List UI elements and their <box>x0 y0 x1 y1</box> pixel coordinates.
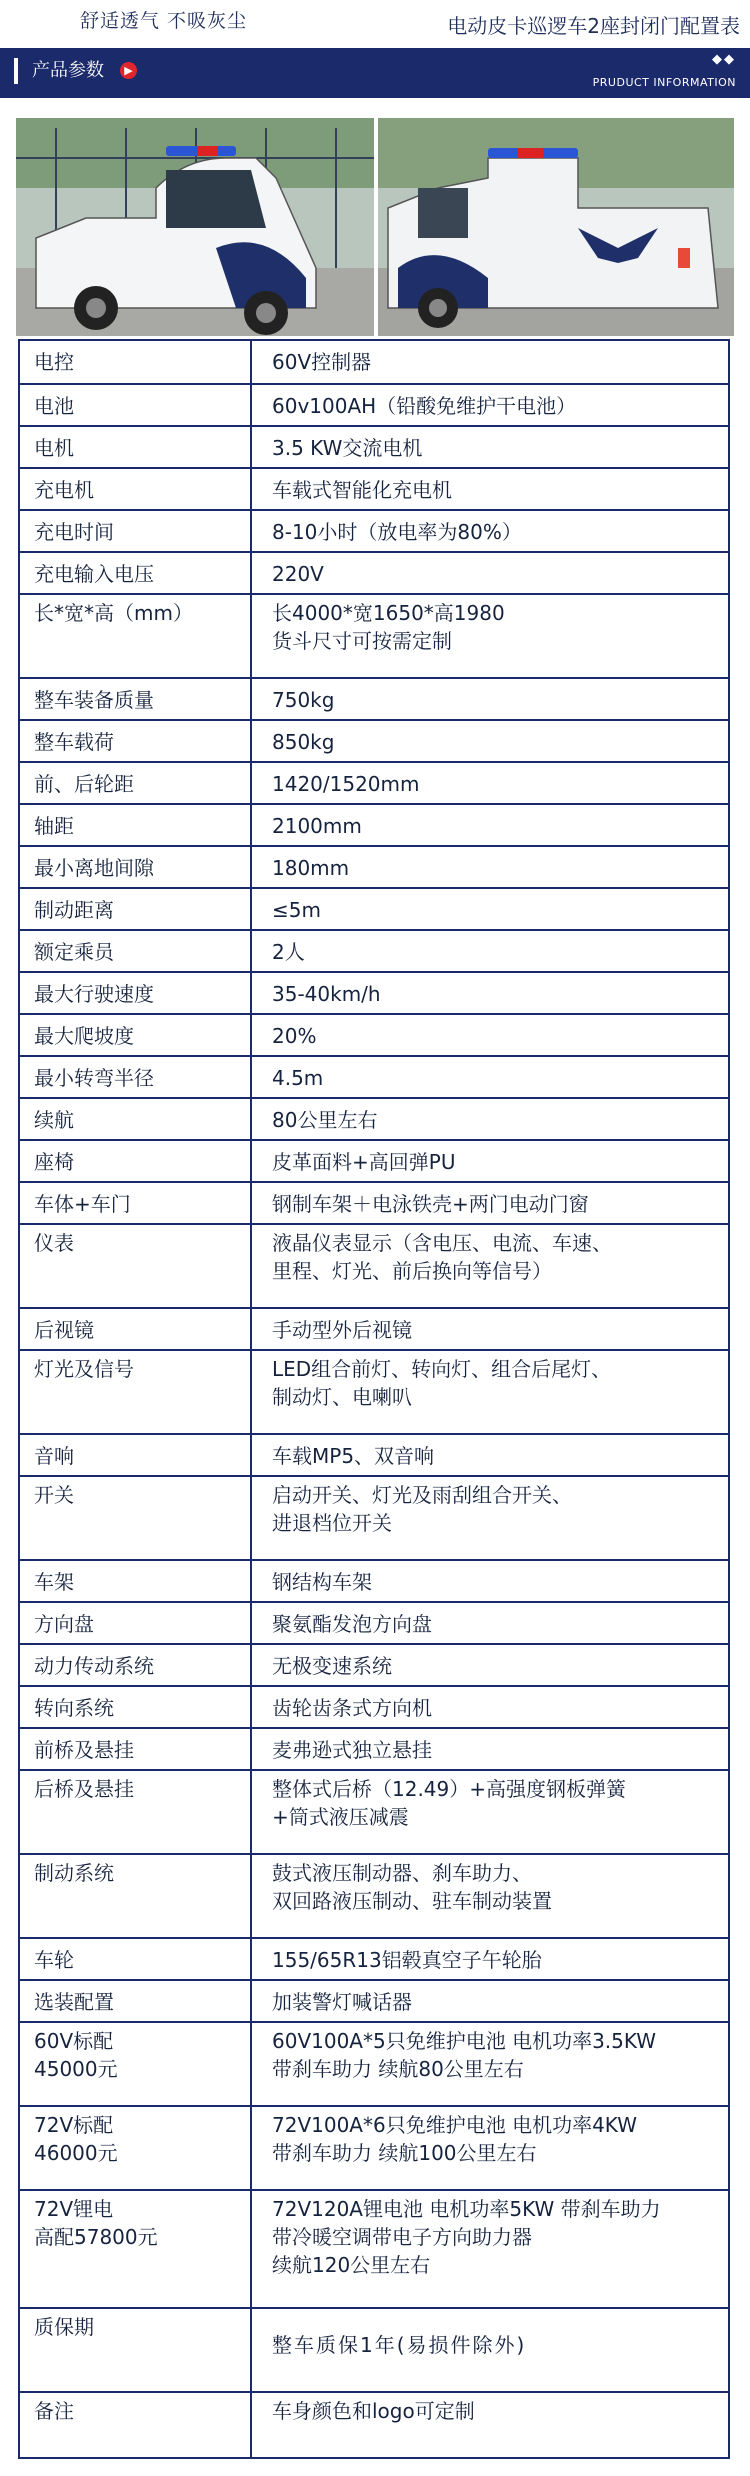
banner-subtitle: PRUDUCT INFORMATION <box>592 76 736 89</box>
diamond-icons: ◆◆ <box>712 52 736 67</box>
table-row <box>19 2308 729 2392</box>
table-row <box>19 2022 729 2106</box>
banner-title: 产品参数 <box>32 60 104 81</box>
spec-value: 72V100A*6只免维护电池 电机功率4KW 带刹车助力 续航100公里左右 <box>251 2106 729 2190</box>
table-row <box>19 1014 729 1056</box>
table-row <box>19 972 729 1014</box>
spec-value: 60V100A*5只免维护电池 电机功率3.5KW 带刹车助力 续航80公里左右 <box>251 2022 729 2106</box>
spec-label: 动力传动系统 <box>19 1644 251 1686</box>
spec-value: 无极变速系统 <box>251 1644 729 1686</box>
section-banner <box>0 48 750 98</box>
table-row <box>19 384 729 426</box>
product-photos <box>16 118 734 336</box>
spec-value: 3.5 KW交流电机 <box>251 426 729 468</box>
spec-value: 750kg <box>251 678 729 720</box>
spec-value: 加装警灯喊话器 <box>251 1980 729 2022</box>
spec-value: 长4000*宽1650*高1980 货斗尺寸可按需定制 <box>251 594 729 678</box>
spec-value: 60V控制器 <box>251 340 729 384</box>
top-strip <box>0 0 750 44</box>
spec-value: 聚氨酯发泡方向盘 <box>251 1602 729 1644</box>
spec-label: 电池 <box>19 384 251 426</box>
spec-label: 前、后轮距 <box>19 762 251 804</box>
spec-label: 后桥及悬挂 <box>19 1770 251 1854</box>
spec-value: 60v100AH（铅酸免维护干电池） <box>251 384 729 426</box>
table-row <box>19 1854 729 1938</box>
spec-label: 音响 <box>19 1434 251 1476</box>
table-row <box>19 510 729 552</box>
spec-label: 质保期 <box>19 2308 251 2392</box>
table-row <box>19 1938 729 1980</box>
spec-value: 钢结构车架 <box>251 1560 729 1602</box>
table-row <box>19 1602 729 1644</box>
table-row <box>19 1686 729 1728</box>
spec-value: 启动开关、灯光及雨刮组合开关、 进退档位开关 <box>251 1476 729 1560</box>
spec-label: 制动系统 <box>19 1854 251 1938</box>
spec-label: 方向盘 <box>19 1602 251 1644</box>
spec-value: 皮革面料+高回弹PU <box>251 1140 729 1182</box>
table-row <box>19 804 729 846</box>
table-row <box>19 1980 729 2022</box>
spec-value: 车身颜色和logo可定制 <box>251 2392 729 2458</box>
spec-value: 钢制车架＋电泳铁壳+两门电动门窗 <box>251 1182 729 1224</box>
table-row <box>19 1770 729 1854</box>
spec-value: 液晶仪表显示（含电压、电流、车速、 里程、灯光、前后换向等信号） <box>251 1224 729 1308</box>
spec-value: 8-10小时（放电率为80%） <box>251 510 729 552</box>
spec-label: 充电输入电压 <box>19 552 251 594</box>
spec-value: 72V120A锂电池 电机功率5KW 带刹车助力 带冷暖空调带电子方向助力器 续航120公里左右 <box>251 2190 729 2308</box>
table-row <box>19 426 729 468</box>
spec-value: 850kg <box>251 720 729 762</box>
spec-label: 额定乘员 <box>19 930 251 972</box>
spec-label: 后视镜 <box>19 1308 251 1350</box>
table-row <box>19 1350 729 1434</box>
table-row <box>19 1476 729 1560</box>
spec-label: 制动距离 <box>19 888 251 930</box>
spec-label: 最大爬坡度 <box>19 1014 251 1056</box>
table-row <box>19 2392 729 2458</box>
table-row <box>19 2106 729 2190</box>
table-row <box>19 1560 729 1602</box>
spec-value: 齿轮齿条式方向机 <box>251 1686 729 1728</box>
table-row <box>19 930 729 972</box>
table-row <box>19 1098 729 1140</box>
spec-value: 155/65R13铝毂真空子午轮胎 <box>251 1938 729 1980</box>
table-row <box>19 1224 729 1308</box>
table-row <box>19 1728 729 1770</box>
spec-value: LED组合前灯、转向灯、组合后尾灯、 制动灯、电喇叭 <box>251 1350 729 1434</box>
table-row <box>19 1056 729 1098</box>
vehicle-rear-photo <box>378 118 734 336</box>
spec-value: 80公里左右 <box>251 1098 729 1140</box>
spec-value: 鼓式液压制动器、刹车助力、 双回路液压制动、驻车制动装置 <box>251 1854 729 1938</box>
spec-value: 麦弗逊式独立悬挂 <box>251 1728 729 1770</box>
spec-label: 选装配置 <box>19 1980 251 2022</box>
spec-value: 20% <box>251 1014 729 1056</box>
spec-label: 车架 <box>19 1560 251 1602</box>
table-row <box>19 594 729 678</box>
spec-value: 车载式智能化充电机 <box>251 468 729 510</box>
spec-value: 220V <box>251 552 729 594</box>
spec-label: 72V锂电 高配57800元 <box>19 2190 251 2308</box>
spec-value: ≤5m <box>251 888 729 930</box>
spec-value: 整车质保1年(易损件除外) <box>251 2308 729 2392</box>
arrow-right-icon: ▶ <box>120 62 137 79</box>
spec-label: 充电时间 <box>19 510 251 552</box>
spec-label: 转向系统 <box>19 1686 251 1728</box>
slogan: 舒适透气 不吸灰尘 <box>80 10 248 32</box>
table-row <box>19 762 729 804</box>
spec-value: 2人 <box>251 930 729 972</box>
spec-label: 车体+车门 <box>19 1182 251 1224</box>
spec-label: 电机 <box>19 426 251 468</box>
spec-value: 35-40km/h <box>251 972 729 1014</box>
table-row <box>19 340 729 384</box>
spec-label: 前桥及悬挂 <box>19 1728 251 1770</box>
spec-label: 60V标配 45000元 <box>19 2022 251 2106</box>
table-row <box>19 468 729 510</box>
spec-label: 整车载荷 <box>19 720 251 762</box>
spec-label: 72V标配 46000元 <box>19 2106 251 2190</box>
table-row <box>19 888 729 930</box>
spec-label: 整车装备质量 <box>19 678 251 720</box>
table-row <box>19 678 729 720</box>
spec-label: 仪表 <box>19 1224 251 1308</box>
table-row <box>19 1182 729 1224</box>
table-row <box>19 1308 729 1350</box>
table-row <box>19 2190 729 2308</box>
spec-label: 充电机 <box>19 468 251 510</box>
spec-value: 整体式后桥（12.49）+高强度钢板弹簧 +筒式液压减震 <box>251 1770 729 1854</box>
spec-label: 车轮 <box>19 1938 251 1980</box>
spec-label: 最小转弯半径 <box>19 1056 251 1098</box>
spec-label: 开关 <box>19 1476 251 1560</box>
page-title: 电动皮卡巡逻车2座封闭门配置表 <box>447 14 740 38</box>
spec-label: 备注 <box>19 2392 251 2458</box>
banner-accent-bar <box>14 58 18 84</box>
spec-value: 2100mm <box>251 804 729 846</box>
table-row <box>19 1644 729 1686</box>
spec-value: 手动型外后视镜 <box>251 1308 729 1350</box>
vehicle-front-photo <box>16 118 374 336</box>
spec-table <box>18 339 730 2459</box>
spec-label: 电控 <box>19 340 251 384</box>
spec-value: 1420/1520mm <box>251 762 729 804</box>
table-row <box>19 720 729 762</box>
spec-label: 灯光及信号 <box>19 1350 251 1434</box>
table-row <box>19 846 729 888</box>
spec-value: 4.5m <box>251 1056 729 1098</box>
spec-label: 最小离地间隙 <box>19 846 251 888</box>
spec-label: 续航 <box>19 1098 251 1140</box>
table-row <box>19 552 729 594</box>
spec-label: 最大行驶速度 <box>19 972 251 1014</box>
spec-label: 座椅 <box>19 1140 251 1182</box>
spec-value: 车载MP5、双音响 <box>251 1434 729 1476</box>
table-row <box>19 1140 729 1182</box>
spec-label: 长*宽*高（mm） <box>19 594 251 678</box>
table-row <box>19 1434 729 1476</box>
spec-value: 180mm <box>251 846 729 888</box>
spec-label: 轴距 <box>19 804 251 846</box>
